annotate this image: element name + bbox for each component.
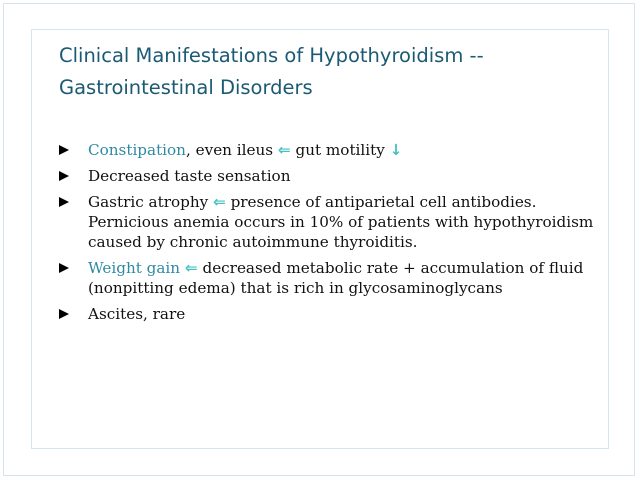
slide-title-line-1: Clinical Manifestations of Hypothyroidism -- (59, 44, 484, 67)
bullet-arrow-icon (59, 263, 69, 273)
bullet-text: Gastric atrophy (88, 193, 214, 211)
bullet-arrow-icon (59, 145, 69, 155)
bullet-list (59, 140, 599, 330)
bullet-arrow-icon (59, 171, 69, 181)
bullet-text: gut motility (290, 141, 390, 159)
bullet-text: presence of antiparietal cell antibodies. Pernicious anemia occurs in 10% of patients with hypothyroidism caused by chronic autoimmune thyroiditis. (88, 193, 594, 251)
bullet-weight-gain (59, 258, 599, 298)
down-arrow-icon: ↓ (389, 141, 403, 159)
slide-title-line-2: Gastrointestinal Disorders (59, 76, 313, 99)
left-arrow-icon: ⇐ (213, 193, 226, 211)
bullet-gastric-atrophy (59, 192, 599, 252)
bullet-highlight: Weight gain (88, 259, 181, 277)
bullet-text: Ascites, rare (88, 305, 186, 323)
bullet-arrow-icon (59, 197, 69, 207)
bullet-ascites (59, 304, 599, 324)
bullet-taste (59, 166, 599, 186)
left-arrow-icon: ⇐ (277, 141, 291, 159)
left-arrow-icon: ⇐ (184, 259, 198, 277)
bullet-arrow-icon (59, 309, 69, 319)
bullet-text: Decreased taste sensation (88, 167, 291, 185)
bullet-text: decreased metabolic rate + accumulation of fluid (nonpitting edema) that is rich in glycosaminoglycans (88, 259, 584, 297)
bullet-highlight: Constipation (88, 141, 186, 159)
bullet-text: , even ileus (185, 141, 278, 159)
bullet-constipation (59, 140, 599, 160)
slide-title (59, 40, 599, 104)
